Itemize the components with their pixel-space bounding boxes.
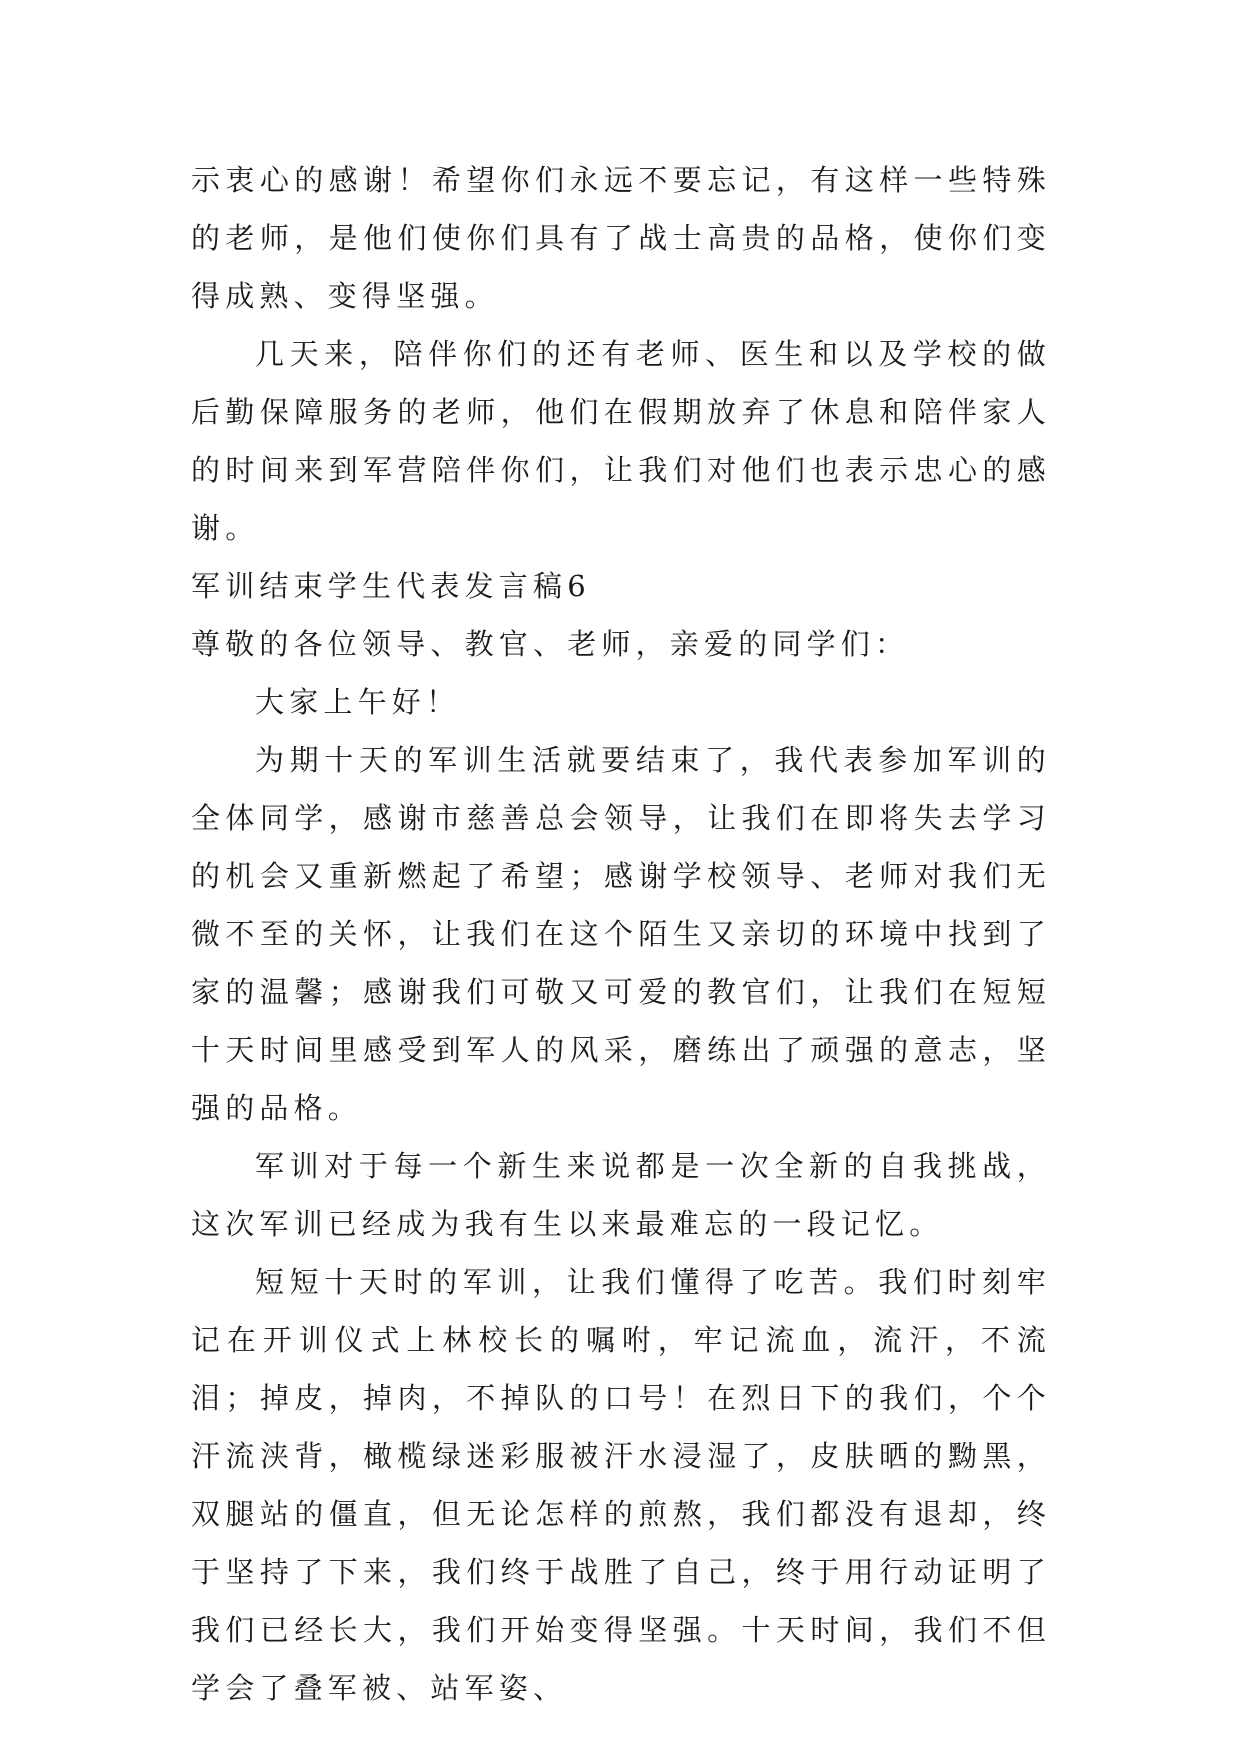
paragraph: 短短十天时的军训，让我们懂得了吃苦。我们时刻牢记在开训仪式上林校长的嘱咐，牢记流血，流汗，不流泪；掉皮，掉肉，不掉队的口号！在烈日下的我们，个个汗流浃背，橄榄绿迷彩服被汗水浸湿了，皮肤晒的黝黑，双腿站的僵直，但无论怎样的煎熬，我们都没有退却，终于坚持了下来，我们终于战胜了自己，终于用行动证明了我们已经长大，我们开始变得坚强。十天时间，我们不但学会了叠军被、站军姿、 (191, 1265, 1051, 1705)
paragraph: 为期十天的军训生活就要结束了，我代表参加军训的全体同学，感谢市慈善总会领导，让我们在即将失去学习的机会又重新燃起了希望；感谢学校领导、老师对我们无微不至的关怀，让我们在这个陌生又亲切的环境中找到了家的温馨；感谢我们可敬又可爱的教官们，让我们在短短十天时间里感受到军人的风采，磨练出了顽强的意志，坚强的品格。 (191, 743, 1051, 1125)
paragraph: 示衷心的感谢！希望你们永远不要忘记，有这样一些特殊的老师，是他们使你们具有了战士高贵的品格，使你们变得成熟、变得坚强。 (191, 163, 1051, 313)
paragraph: 军训对于每一个新生来说都是一次全新的自我挑战，这次军训已经成为我有生以来最难忘的一段记忆。 (191, 1149, 1051, 1241)
section-heading: 军训结束学生代表发言稿6 (191, 569, 591, 603)
salutation: 尊敬的各位领导、教官、老师，亲爱的同学们： (191, 627, 910, 661)
document-page (191, 151, 1051, 1717)
paragraph: 几天来，陪伴你们的还有老师、医生和以及学校的做后勤保障服务的老师，他们在假期放弃了休息和陪伴家人的时间来到军营陪伴你们，让我们对他们也表示忠心的感谢。 (191, 337, 1051, 545)
greeting: 大家上午好！ (255, 685, 461, 719)
